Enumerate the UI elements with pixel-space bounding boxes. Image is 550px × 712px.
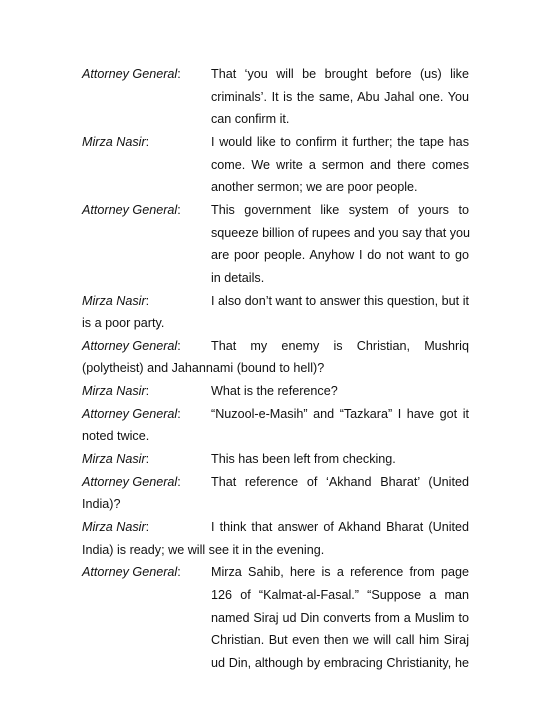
dialogue-line: can confirm it. <box>211 112 290 127</box>
speaker-name: Mirza Nasir <box>82 384 146 399</box>
dialogue-line: is a poor party. <box>82 316 165 331</box>
speaker-label: Attorney General: <box>82 338 181 353</box>
dialogue-line: That ‘you will be brought before (us) like <box>211 67 469 81</box>
speaker-label: Attorney General: <box>82 202 181 217</box>
speaker-label: Attorney General: <box>82 67 181 81</box>
speaker-label: Attorney General: <box>82 565 181 580</box>
dialogue-line: ud Din, although by embracing Christianity, he <box>211 655 469 670</box>
dialogue-line: named Siraj ud Din converts from a Muslim to <box>211 610 469 625</box>
dialogue-line: I would like to confirm it further; the tape has <box>211 134 469 149</box>
speaker-name: Attorney General <box>82 202 178 217</box>
dialogue-line: That my enemy is Christian, Mushriq <box>211 338 469 353</box>
dialogue-line: another sermon; we are poor people. <box>211 180 418 195</box>
dialogue-line: What is the reference? <box>211 384 338 399</box>
dialogue-line: This has been left from checking. <box>211 452 396 467</box>
speaker-label: Attorney General: <box>82 406 181 421</box>
speaker-label: Attorney General: <box>82 474 181 489</box>
speaker-label: Mirza Nasir: <box>82 520 150 534</box>
dialogue-line: 126 of “Kalmat-al-Fasal.” “Suppose a man <box>211 587 469 602</box>
dialogue-line: I also don’t want to answer this question, but it <box>211 293 469 308</box>
dialogue-line: India) is ready; we will see it in the evening. <box>82 542 325 557</box>
speaker-name: Mirza Nasir <box>82 293 146 308</box>
speaker-name: Attorney General <box>82 406 178 421</box>
dialogue-line: squeeze billion of rupees and you say that you <box>211 225 471 240</box>
dialogue-line: That reference of ‘Akhand Bharat’ (United <box>211 474 469 489</box>
speaker-name: Mirza Nasir <box>82 452 146 467</box>
dialogue-line: This government like system of yours to <box>211 202 469 217</box>
dialogue-line: India)? <box>82 497 121 512</box>
dialogue-line: Mirza Sahib, here is a reference from page <box>211 565 469 580</box>
dialogue-line: “Nuzool-e-Masih” and “Tazkara” I have got it <box>211 406 469 421</box>
dialogue-line: (polytheist) and Jahannami (bound to hell)? <box>82 361 325 376</box>
dialogue-line: come. We write a sermon and there comes <box>211 157 469 172</box>
speaker-name: Mirza Nasir <box>82 520 146 534</box>
speaker-name: Attorney General <box>82 474 178 489</box>
speaker-name: Attorney General <box>82 67 178 81</box>
speaker-label: Mirza Nasir: <box>82 452 150 467</box>
speaker-label: Mirza Nasir: <box>82 293 150 308</box>
speaker-name: Mirza Nasir <box>82 134 146 149</box>
speaker-name: Attorney General <box>82 338 178 353</box>
dialogue-line: Christian. But even then we will call him Siraj <box>211 633 469 648</box>
dialogue-line: I think that answer of Akhand Bharat (United <box>211 520 469 534</box>
speaker-label: Mirza Nasir: <box>82 384 150 399</box>
dialogue-line: in details. <box>211 270 265 285</box>
dialogue-line: criminals’. It is the same, Abu Jahal one. You <box>211 89 469 104</box>
dialogue-line: are poor people. Anyhow I do not want to go <box>211 248 469 263</box>
dialogue-line: noted twice. <box>82 429 150 444</box>
speaker-label: Mirza Nasir: <box>82 134 150 149</box>
speaker-name: Attorney General <box>82 565 178 580</box>
